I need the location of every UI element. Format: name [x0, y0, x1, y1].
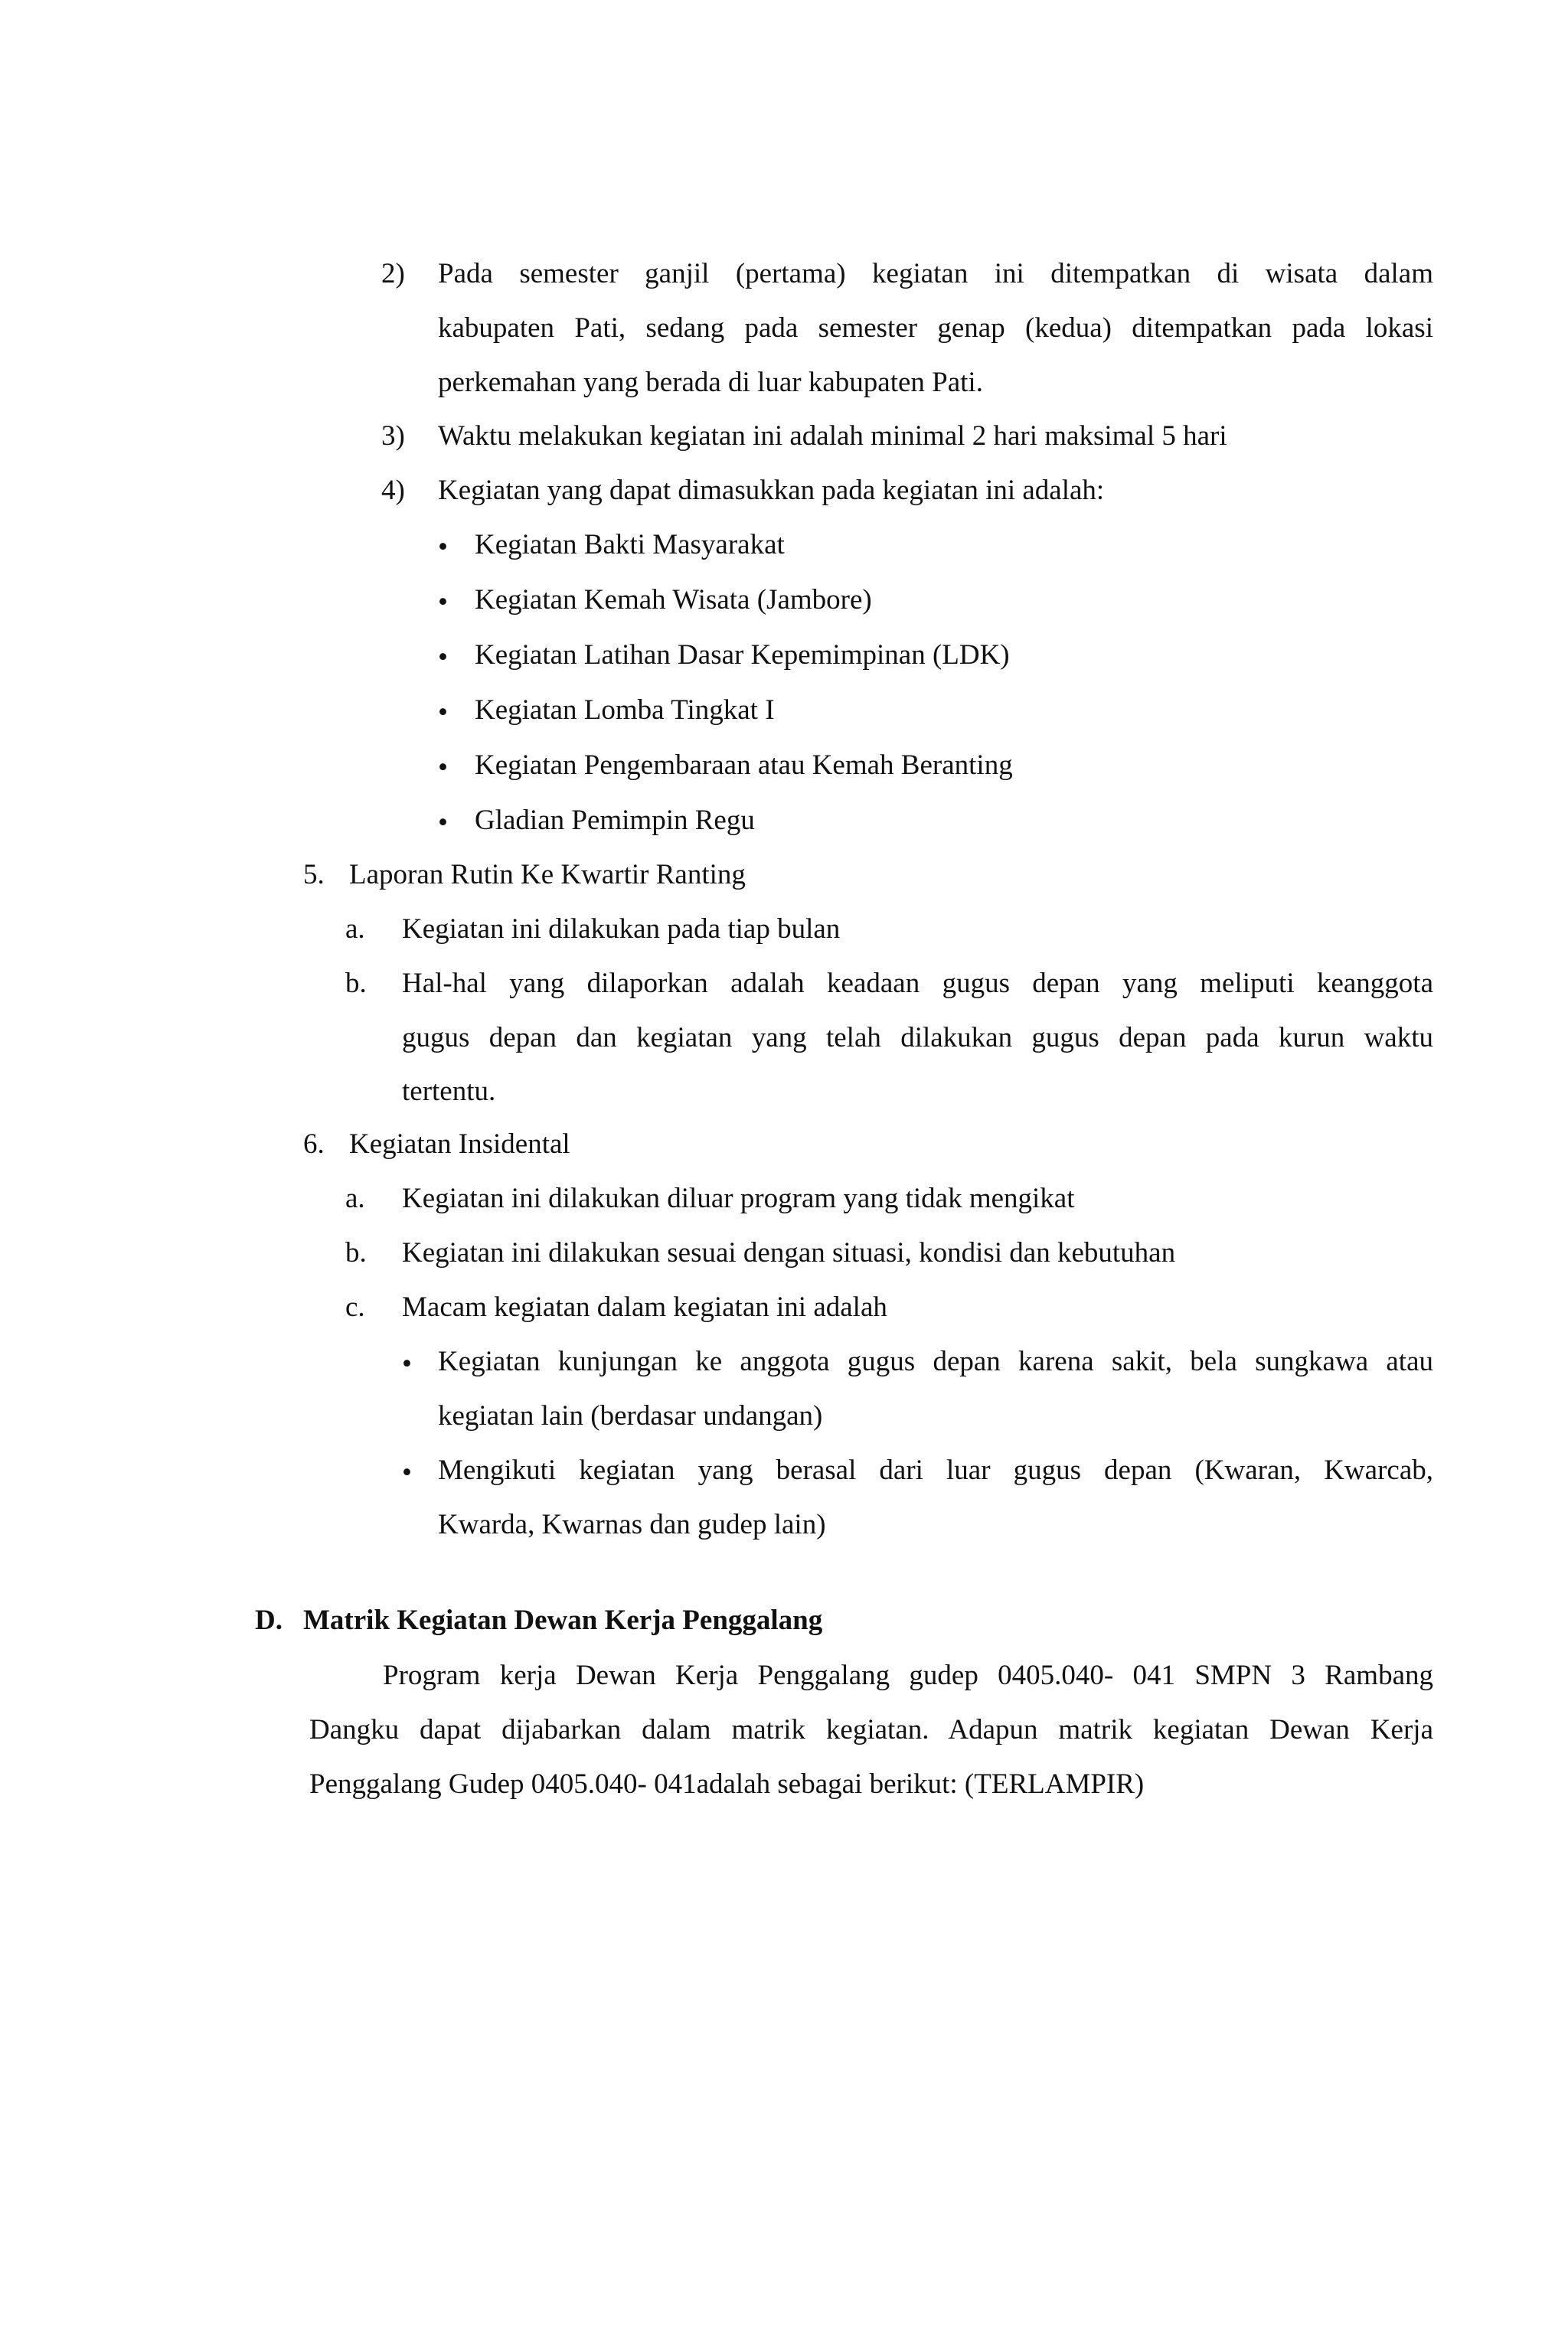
- item-number: 4): [381, 475, 405, 506]
- sub-item-text: Macam kegiatan dalam kegiatan ini adalah: [402, 1291, 887, 1323]
- item-text-line: Pada semester ganjil (pertama) kegiatan ini ditempatkan di wisata dalam: [438, 258, 1433, 289]
- paragraph-line: Penggalang Gudep 0405.040- 041adalah sebagai berikut: (TERLAMPIR): [309, 1768, 1145, 1800]
- sub-item-text: Kegiatan ini dilakukan diluar program yang tidak mengikat: [402, 1183, 1075, 1214]
- sub-item-label: a.: [345, 1183, 365, 1214]
- bullet-icon: •: [438, 531, 448, 563]
- bullet-item: kegiatan lain (berdasar undangan): [438, 1400, 823, 1432]
- sub-item-text: gugus depan dan kegiatan yang telah dilakukan gugus depan pada kurun waktu: [402, 1022, 1433, 1053]
- item-text-line: Waktu melakukan kegiatan ini adalah minimal 2 hari maksimal 5 hari: [438, 420, 1227, 452]
- item-number: 5.: [303, 859, 325, 890]
- bullet-item: Kegiatan Pengembaraan atau Kemah Beranting: [475, 749, 1013, 781]
- bullet-item: Gladian Pemimpin Regu: [475, 805, 755, 836]
- bullet-item: Mengikuti kegiatan yang berasal dari luar gugus depan (Kwaran, Kwarcab,: [438, 1455, 1433, 1486]
- item-text-line: kabupaten Pati, sedang pada semester genap (kedua) ditempatkan pada lokasi: [438, 312, 1433, 344]
- sub-item-label: b.: [345, 968, 367, 999]
- sub-item-text: Hal-hal yang dilaporkan adalah keadaan gugus depan yang meliputi keanggota: [402, 968, 1433, 999]
- bullet-icon: •: [438, 752, 448, 783]
- paragraph-line: Dangku dapat dijabarkan dalam matrik kegiatan. Adapun matrik kegiatan Dewan Kerja: [309, 1714, 1433, 1745]
- bullet-icon: •: [402, 1348, 412, 1380]
- section-letter: D.: [255, 1605, 283, 1636]
- item-number: 2): [381, 258, 405, 289]
- paragraph-line: Program kerja Dewan Kerja Penggalang gudep 0405.040- 041 SMPN 3 Rambang: [383, 1660, 1433, 1691]
- bullet-icon: •: [402, 1457, 412, 1488]
- sub-item-text: tertentu.: [402, 1076, 496, 1107]
- sub-item-text: Kegiatan ini dilakukan sesuai dengan situasi, kondisi dan kebutuhan: [402, 1237, 1176, 1269]
- sub-item-label: c.: [345, 1291, 365, 1323]
- bullet-item: Kegiatan Latihan Dasar Kepemimpinan (LDK): [475, 639, 1010, 671]
- bullet-item: Kegiatan Lomba Tingkat I: [475, 694, 775, 726]
- bullet-icon: •: [438, 642, 448, 673]
- bullet-icon: •: [438, 586, 448, 618]
- item-title: Kegiatan Insidental: [349, 1128, 570, 1160]
- bullet-icon: •: [438, 697, 448, 728]
- sub-item-label: a.: [345, 913, 365, 945]
- bullet-item: Kegiatan Bakti Masyarakat: [475, 529, 785, 560]
- bullet-item: Kwarda, Kwarnas dan gudep lain): [438, 1509, 826, 1540]
- item-title: Laporan Rutin Ke Kwartir Ranting: [349, 859, 746, 890]
- section-heading: Matrik Kegiatan Dewan Kerja Penggalang: [303, 1605, 823, 1636]
- bullet-icon: •: [438, 807, 448, 838]
- bullet-item: Kegiatan kunjungan ke anggota gugus depan karena sakit, bela sungkawa atau: [438, 1346, 1433, 1377]
- item-text-line: perkemahan yang berada di luar kabupaten Pati.: [438, 367, 983, 398]
- item-number: 3): [381, 420, 405, 452]
- item-number: 6.: [303, 1128, 325, 1160]
- bullet-item: Kegiatan Kemah Wisata (Jambore): [475, 584, 872, 616]
- item-text-line: Kegiatan yang dapat dimasukkan pada kegiatan ini adalah:: [438, 475, 1105, 506]
- sub-item-text: Kegiatan ini dilakukan pada tiap bulan: [402, 913, 841, 945]
- sub-item-label: b.: [345, 1237, 367, 1269]
